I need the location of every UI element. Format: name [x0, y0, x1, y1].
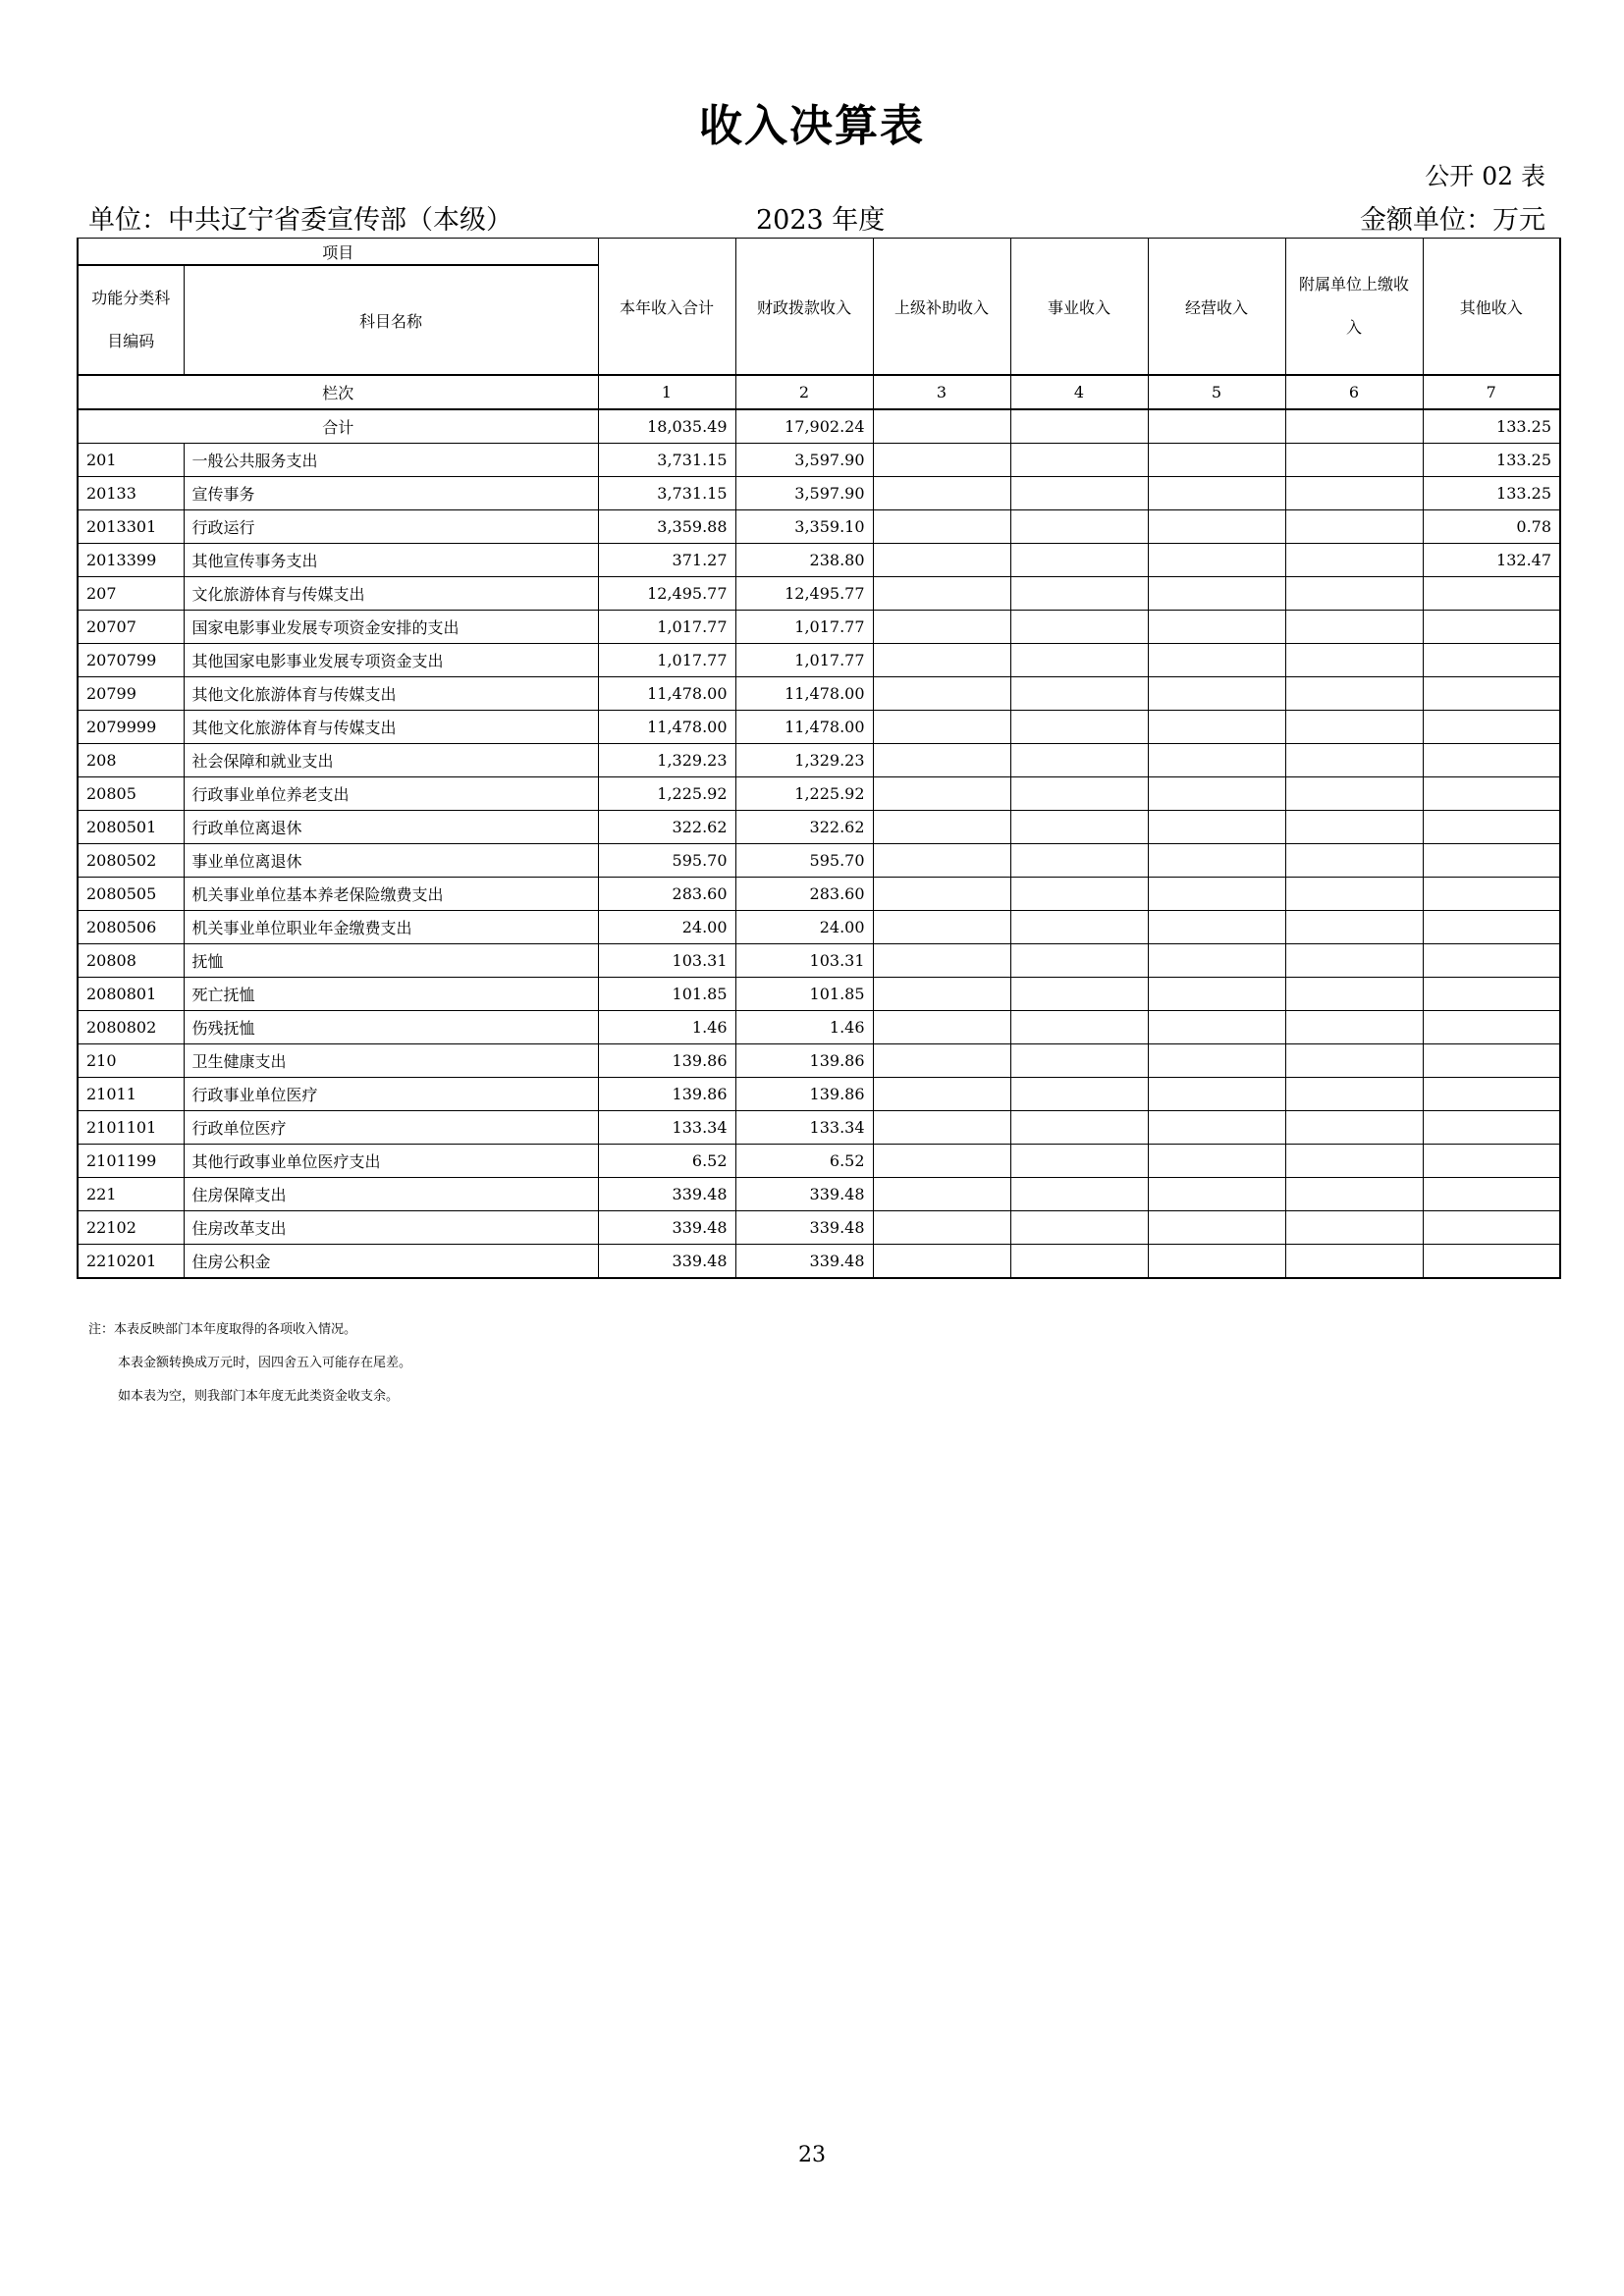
row-col-7	[1423, 1145, 1560, 1178]
row-col-5	[1148, 978, 1285, 1011]
row-col-5	[1148, 477, 1285, 510]
table-row	[78, 1044, 1560, 1078]
lanci-label: 栏次	[78, 375, 598, 409]
row-col-2: 1,017.77	[735, 611, 873, 644]
row-col-4	[1010, 444, 1148, 477]
row-col-3	[873, 1211, 1010, 1245]
row-col-7	[1423, 978, 1560, 1011]
table-row	[78, 477, 1560, 510]
row-col-7	[1423, 1078, 1560, 1111]
row-code: 2080501	[78, 811, 184, 844]
col-number-6: 6	[1285, 375, 1423, 409]
row-col-1: 6.52	[598, 1145, 735, 1178]
row-col-1: 24.00	[598, 911, 735, 944]
col-number-1: 1	[598, 375, 735, 409]
row-col-1: 1,329.23	[598, 744, 735, 777]
row-col-5	[1148, 1044, 1285, 1078]
row-col-1: 133.34	[598, 1111, 735, 1145]
table-row	[78, 777, 1560, 811]
row-name: 一般公共服务支出	[184, 444, 598, 477]
row-col-6	[1285, 477, 1423, 510]
header-project: 项目	[78, 239, 598, 266]
row-col-7	[1423, 744, 1560, 777]
unit-label: 单位：中共辽宁省委宣传部（本级）	[88, 205, 513, 236]
row-col-5	[1148, 677, 1285, 711]
row-col-6	[1285, 611, 1423, 644]
row-col-4	[1010, 744, 1148, 777]
row-col-7	[1423, 811, 1560, 844]
row-col-1: 339.48	[598, 1245, 735, 1279]
row-name: 其他宣传事务支出	[184, 544, 598, 577]
row-name: 行政事业单位医疗	[184, 1078, 598, 1111]
row-col-5	[1148, 711, 1285, 744]
row-col-1: 322.62	[598, 811, 735, 844]
row-col-4	[1010, 777, 1148, 811]
row-code: 2079999	[78, 711, 184, 744]
row-col-4	[1010, 844, 1148, 878]
row-col-6	[1285, 777, 1423, 811]
page-title: 收入决算表	[699, 101, 925, 151]
row-col-4	[1010, 911, 1148, 944]
row-col-5	[1148, 510, 1285, 544]
row-col-4	[1010, 544, 1148, 577]
row-name: 机关事业单位职业年金缴费支出	[184, 911, 598, 944]
row-code: 22102	[78, 1211, 184, 1245]
row-col-2: 11,478.00	[735, 711, 873, 744]
row-col-6	[1285, 1245, 1423, 1279]
row-col-5	[1148, 1111, 1285, 1145]
income-table	[77, 238, 1561, 1279]
row-col-3	[873, 1178, 1010, 1211]
row-col-7	[1423, 1111, 1560, 1145]
header-col-6-line1: 附属单位上缴收	[1299, 275, 1410, 294]
row-col-2: 1,329.23	[735, 744, 873, 777]
row-col-7	[1423, 1211, 1560, 1245]
row-col-1: 139.86	[598, 1044, 735, 1078]
row-col-1: 12,495.77	[598, 577, 735, 611]
row-code: 20133	[78, 477, 184, 510]
header-col-1: 本年收入合计	[598, 239, 735, 376]
row-col-3	[873, 878, 1010, 911]
row-col-3	[873, 510, 1010, 544]
total-col-7: 133.25	[1423, 409, 1560, 444]
row-col-1: 1,017.77	[598, 644, 735, 677]
total-col-3	[873, 409, 1010, 444]
row-col-3	[873, 1111, 1010, 1145]
row-code: 2210201	[78, 1245, 184, 1279]
table-row	[78, 611, 1560, 644]
row-name: 文化旅游体育与传媒支出	[184, 577, 598, 611]
row-col-1: 283.60	[598, 878, 735, 911]
header-col-5: 经营收入	[1148, 239, 1285, 376]
row-col-2: 1,017.77	[735, 644, 873, 677]
row-col-7: 133.25	[1423, 477, 1560, 510]
row-code: 2080506	[78, 911, 184, 944]
table-row	[78, 1245, 1560, 1279]
row-col-5	[1148, 1178, 1285, 1211]
row-col-7	[1423, 677, 1560, 711]
page-number: 23	[798, 2143, 826, 2167]
row-col-7	[1423, 611, 1560, 644]
row-col-5	[1148, 544, 1285, 577]
row-col-4	[1010, 510, 1148, 544]
row-col-3	[873, 944, 1010, 978]
row-col-6	[1285, 444, 1423, 477]
table-row	[78, 577, 1560, 611]
table-row	[78, 744, 1560, 777]
row-col-6	[1285, 644, 1423, 677]
row-col-3	[873, 644, 1010, 677]
row-name: 死亡抚恤	[184, 978, 598, 1011]
table-row	[78, 878, 1560, 911]
row-col-4	[1010, 577, 1148, 611]
row-col-3	[873, 777, 1010, 811]
row-code: 2070799	[78, 644, 184, 677]
table-row	[78, 1111, 1560, 1145]
row-name: 其他文化旅游体育与传媒支出	[184, 677, 598, 711]
total-col-5	[1148, 409, 1285, 444]
row-col-7	[1423, 1011, 1560, 1044]
row-col-2: 24.00	[735, 911, 873, 944]
header-col-4: 事业收入	[1010, 239, 1148, 376]
row-col-3	[873, 811, 1010, 844]
header-code	[78, 265, 184, 375]
row-col-4	[1010, 811, 1148, 844]
row-col-5	[1148, 1245, 1285, 1279]
form-number: 公开 02 表	[1425, 162, 1545, 190]
header-subject-name: 科目名称	[184, 265, 598, 375]
row-code: 2080502	[78, 844, 184, 878]
row-col-4	[1010, 944, 1148, 978]
row-code: 20799	[78, 677, 184, 711]
row-name: 伤残抚恤	[184, 1011, 598, 1044]
table-row	[78, 1145, 1560, 1178]
table-row	[78, 644, 1560, 677]
row-col-2: 103.31	[735, 944, 873, 978]
row-col-4	[1010, 611, 1148, 644]
row-col-7	[1423, 1245, 1560, 1279]
row-col-3	[873, 477, 1010, 510]
row-col-3	[873, 711, 1010, 744]
row-col-6	[1285, 577, 1423, 611]
row-col-4	[1010, 1011, 1148, 1044]
row-col-3	[873, 444, 1010, 477]
row-col-1: 339.48	[598, 1178, 735, 1211]
row-col-1: 371.27	[598, 544, 735, 577]
row-col-4	[1010, 644, 1148, 677]
table-row	[78, 811, 1560, 844]
total-col-4	[1010, 409, 1148, 444]
row-col-3	[873, 844, 1010, 878]
table-row	[78, 911, 1560, 944]
row-code: 20805	[78, 777, 184, 811]
row-col-7	[1423, 777, 1560, 811]
row-col-2: 1,225.92	[735, 777, 873, 811]
row-col-1: 595.70	[598, 844, 735, 878]
row-col-7	[1423, 911, 1560, 944]
row-col-4	[1010, 1145, 1148, 1178]
row-name: 其他国家电影事业发展专项资金支出	[184, 644, 598, 677]
row-col-3	[873, 911, 1010, 944]
row-col-6	[1285, 1111, 1423, 1145]
year-label: 2023 年度	[756, 205, 886, 236]
row-col-5	[1148, 444, 1285, 477]
row-code: 20808	[78, 944, 184, 978]
note-1: 注：本表反映部门本年度取得的各项收入情况。	[88, 1322, 357, 1337]
row-col-6	[1285, 510, 1423, 544]
row-col-3	[873, 1011, 1010, 1044]
row-col-5	[1148, 1211, 1285, 1245]
row-col-1: 1,017.77	[598, 611, 735, 644]
row-col-3	[873, 611, 1010, 644]
row-code: 20707	[78, 611, 184, 644]
col-number-2: 2	[735, 375, 873, 409]
row-col-5	[1148, 577, 1285, 611]
row-col-1: 11,478.00	[598, 711, 735, 744]
row-name: 住房保障支出	[184, 1178, 598, 1211]
total-col-1: 18,035.49	[598, 409, 735, 444]
row-col-3	[873, 744, 1010, 777]
header-col-7: 其他收入	[1423, 239, 1560, 376]
note-3: 如本表为空，则我部门本年度无此类资金收支余。	[118, 1389, 400, 1404]
header-code-line2: 目编码	[107, 332, 155, 350]
header-col-2: 财政拨款收入	[735, 239, 873, 376]
table-body	[78, 444, 1560, 1279]
row-name: 其他行政事业单位医疗支出	[184, 1145, 598, 1178]
row-col-1: 11,478.00	[598, 677, 735, 711]
row-col-6	[1285, 544, 1423, 577]
table-row	[78, 711, 1560, 744]
row-name: 事业单位离退休	[184, 844, 598, 878]
row-col-5	[1148, 878, 1285, 911]
row-col-5	[1148, 911, 1285, 944]
row-col-6	[1285, 1178, 1423, 1211]
row-col-1: 3,359.88	[598, 510, 735, 544]
row-col-2: 139.86	[735, 1044, 873, 1078]
total-label: 合计	[78, 409, 598, 444]
table-row	[78, 677, 1560, 711]
row-code: 2013301	[78, 510, 184, 544]
header-code-line1: 功能分类科	[91, 289, 171, 307]
row-code: 2101199	[78, 1145, 184, 1178]
amount-unit-label: 金额单位：万元	[1360, 205, 1545, 236]
row-col-5	[1148, 777, 1285, 811]
row-name: 行政事业单位养老支出	[184, 777, 598, 811]
row-code: 2080802	[78, 1011, 184, 1044]
total-col-6	[1285, 409, 1423, 444]
row-col-5	[1148, 811, 1285, 844]
row-col-7: 133.25	[1423, 444, 1560, 477]
row-code: 2080505	[78, 878, 184, 911]
row-col-6	[1285, 978, 1423, 1011]
note-2: 本表金额转换成万元时，因四舍五入可能存在尾差。	[118, 1356, 412, 1370]
row-col-7: 0.78	[1423, 510, 1560, 544]
row-col-7: 132.47	[1423, 544, 1560, 577]
row-col-2: 238.80	[735, 544, 873, 577]
row-col-5	[1148, 844, 1285, 878]
row-col-2: 11,478.00	[735, 677, 873, 711]
row-col-2: 12,495.77	[735, 577, 873, 611]
row-col-2: 6.52	[735, 1145, 873, 1178]
header-col-6	[1285, 239, 1423, 376]
row-col-2: 3,597.90	[735, 444, 873, 477]
row-code: 2080801	[78, 978, 184, 1011]
row-col-3	[873, 1245, 1010, 1279]
row-col-5	[1148, 1145, 1285, 1178]
row-col-5	[1148, 944, 1285, 978]
row-name: 住房公积金	[184, 1245, 598, 1279]
table-row	[78, 1211, 1560, 1245]
row-col-6	[1285, 1078, 1423, 1111]
row-name: 住房改革支出	[184, 1211, 598, 1245]
row-col-7	[1423, 1178, 1560, 1211]
row-col-4	[1010, 978, 1148, 1011]
row-col-7	[1423, 577, 1560, 611]
row-col-3	[873, 577, 1010, 611]
row-col-6	[1285, 944, 1423, 978]
row-col-4	[1010, 1211, 1148, 1245]
row-name: 社会保障和就业支出	[184, 744, 598, 777]
row-col-4	[1010, 677, 1148, 711]
row-col-4	[1010, 711, 1148, 744]
row-col-5	[1148, 644, 1285, 677]
row-col-4	[1010, 1245, 1148, 1279]
row-col-1: 1,225.92	[598, 777, 735, 811]
table-row	[78, 544, 1560, 577]
row-name: 行政运行	[184, 510, 598, 544]
row-col-2: 339.48	[735, 1245, 873, 1279]
row-col-6	[1285, 1044, 1423, 1078]
row-col-6	[1285, 844, 1423, 878]
row-col-5	[1148, 611, 1285, 644]
row-col-2: 339.48	[735, 1211, 873, 1245]
row-col-6	[1285, 911, 1423, 944]
row-col-3	[873, 1145, 1010, 1178]
row-col-2: 1.46	[735, 1011, 873, 1044]
row-col-4	[1010, 1078, 1148, 1111]
table-row	[78, 444, 1560, 477]
row-col-2: 3,597.90	[735, 477, 873, 510]
row-col-6	[1285, 811, 1423, 844]
row-code: 2101101	[78, 1111, 184, 1145]
row-col-3	[873, 544, 1010, 577]
row-code: 207	[78, 577, 184, 611]
row-col-3	[873, 978, 1010, 1011]
row-col-1: 103.31	[598, 944, 735, 978]
row-code: 210	[78, 1044, 184, 1078]
row-col-2: 595.70	[735, 844, 873, 878]
col-number-4: 4	[1010, 375, 1148, 409]
row-col-2: 339.48	[735, 1178, 873, 1211]
row-col-2: 101.85	[735, 978, 873, 1011]
col-number-3: 3	[873, 375, 1010, 409]
row-col-6	[1285, 1211, 1423, 1245]
row-col-1: 139.86	[598, 1078, 735, 1111]
table-row	[78, 978, 1560, 1011]
row-col-2: 139.86	[735, 1078, 873, 1111]
row-col-6	[1285, 878, 1423, 911]
row-col-6	[1285, 711, 1423, 744]
row-col-3	[873, 1078, 1010, 1111]
row-col-2: 133.34	[735, 1111, 873, 1145]
col-number-5: 5	[1148, 375, 1285, 409]
row-col-7	[1423, 711, 1560, 744]
row-name: 抚恤	[184, 944, 598, 978]
row-code: 208	[78, 744, 184, 777]
row-col-3	[873, 1044, 1010, 1078]
row-col-6	[1285, 744, 1423, 777]
row-col-3	[873, 677, 1010, 711]
row-name: 行政单位离退休	[184, 811, 598, 844]
table-row	[78, 944, 1560, 978]
header-col-6-line2: 入	[1346, 318, 1363, 337]
row-name: 其他文化旅游体育与传媒支出	[184, 711, 598, 744]
row-col-4	[1010, 1178, 1148, 1211]
table-row	[78, 510, 1560, 544]
table-row	[78, 1178, 1560, 1211]
row-col-6	[1285, 1145, 1423, 1178]
row-col-1: 1.46	[598, 1011, 735, 1044]
col-number-7: 7	[1423, 375, 1560, 409]
row-name: 宣传事务	[184, 477, 598, 510]
row-col-1: 3,731.15	[598, 444, 735, 477]
row-col-7	[1423, 844, 1560, 878]
row-col-7	[1423, 1044, 1560, 1078]
row-col-6	[1285, 677, 1423, 711]
row-col-1: 3,731.15	[598, 477, 735, 510]
row-col-4	[1010, 1111, 1148, 1145]
row-code: 2013399	[78, 544, 184, 577]
header-col-3: 上级补助收入	[873, 239, 1010, 376]
row-code: 201	[78, 444, 184, 477]
row-col-4	[1010, 477, 1148, 510]
row-col-4	[1010, 1044, 1148, 1078]
row-name: 卫生健康支出	[184, 1044, 598, 1078]
table-row	[78, 1078, 1560, 1111]
row-code: 21011	[78, 1078, 184, 1111]
row-code: 221	[78, 1178, 184, 1211]
row-col-7	[1423, 644, 1560, 677]
row-name: 机关事业单位基本养老保险缴费支出	[184, 878, 598, 911]
row-col-7	[1423, 878, 1560, 911]
row-col-1: 101.85	[598, 978, 735, 1011]
row-col-5	[1148, 744, 1285, 777]
row-col-6	[1285, 1011, 1423, 1044]
row-col-2: 283.60	[735, 878, 873, 911]
table-row	[78, 1011, 1560, 1044]
row-name: 国家电影事业发展专项资金安排的支出	[184, 611, 598, 644]
row-col-5	[1148, 1078, 1285, 1111]
row-col-7	[1423, 944, 1560, 978]
total-col-2: 17,902.24	[735, 409, 873, 444]
row-name: 行政单位医疗	[184, 1111, 598, 1145]
row-col-5	[1148, 1011, 1285, 1044]
row-col-2: 322.62	[735, 811, 873, 844]
table-row	[78, 844, 1560, 878]
row-col-1: 339.48	[598, 1211, 735, 1245]
row-col-2: 3,359.10	[735, 510, 873, 544]
row-col-4	[1010, 878, 1148, 911]
